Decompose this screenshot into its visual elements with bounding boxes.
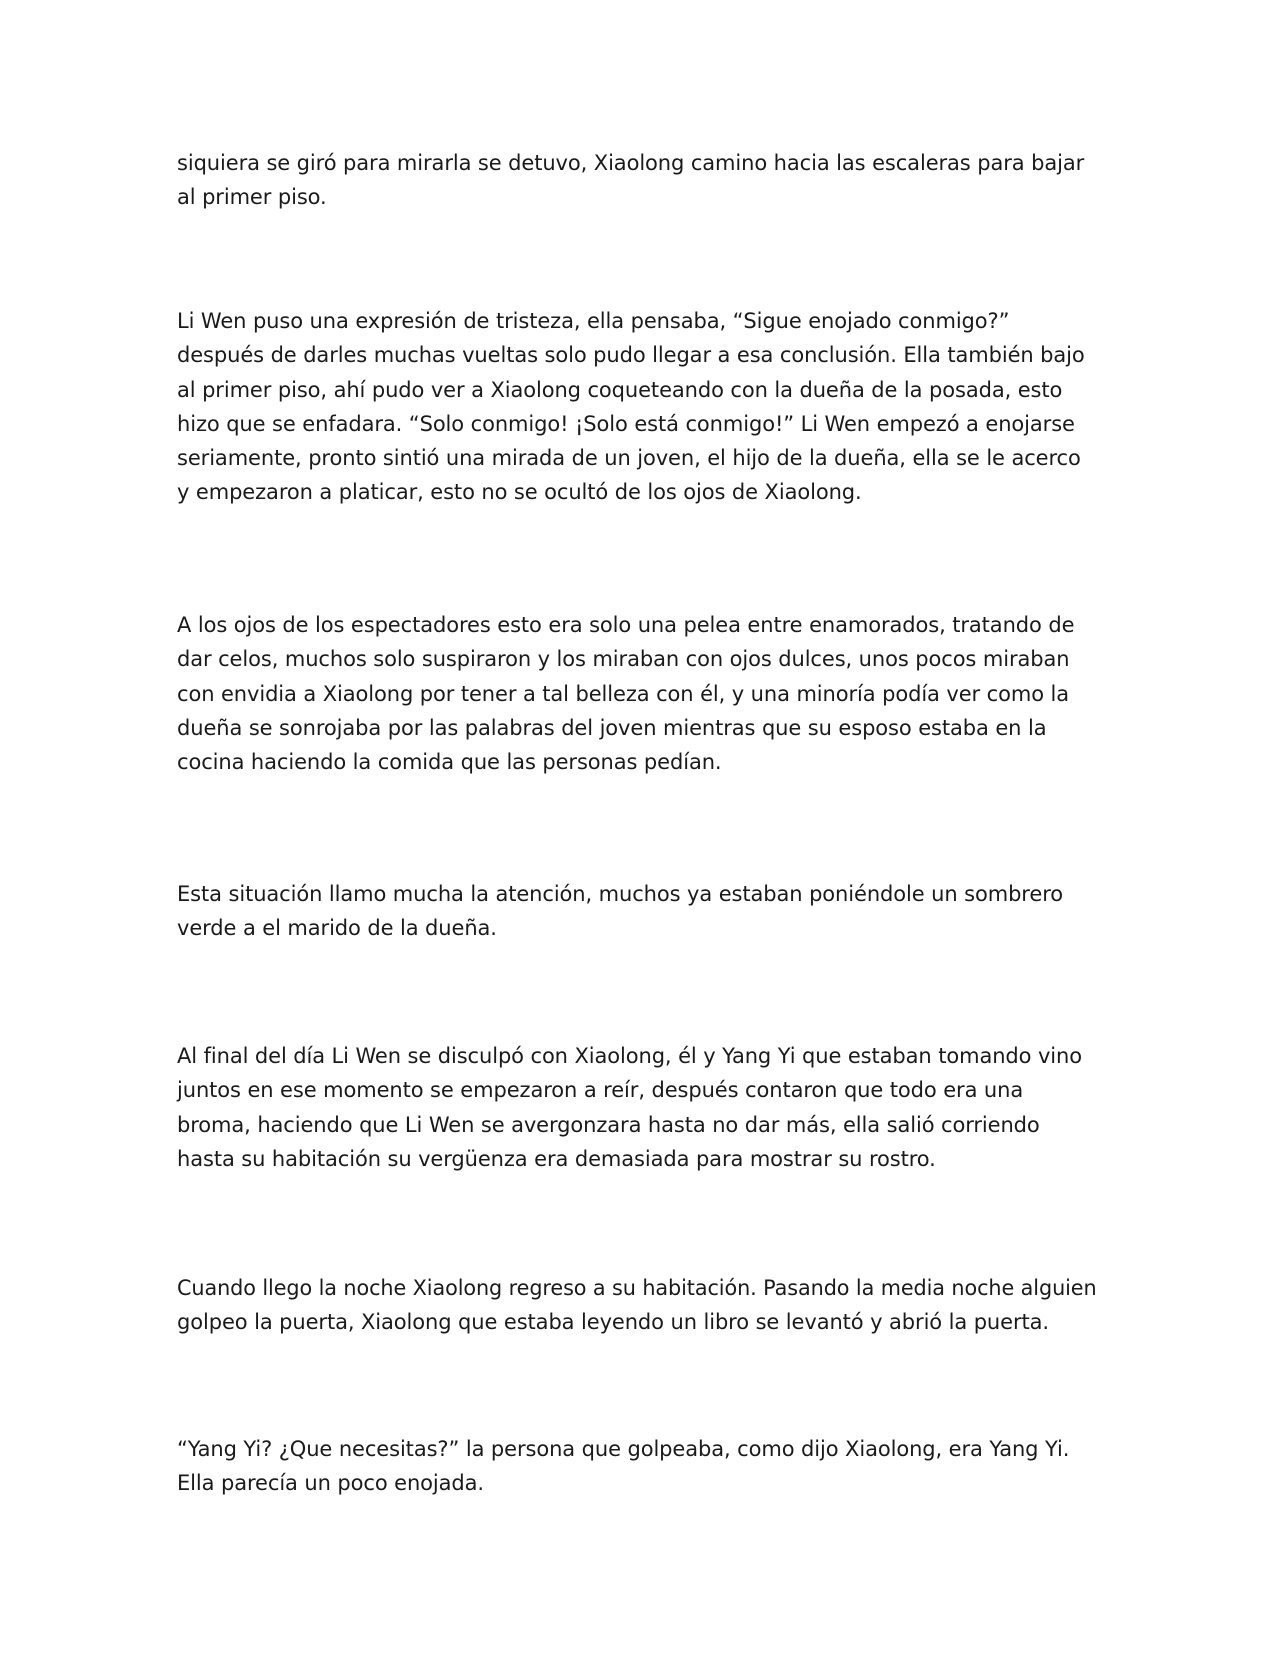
text-line: broma, haciendo que Li Wen se avergonzara hasta no dar más, ella salió corriendo <box>177 1112 1040 1137</box>
paragraph-1 <box>177 146 1097 215</box>
text-line: Cuando llego la noche Xiaolong regreso a su habitación. Pasando la media noche alguien <box>177 1276 1097 1300</box>
text-line: A los ojos de los espectadores esto era solo una pelea entre enamorados, tratando de <box>177 613 1075 637</box>
text-line: hasta su habitación su vergüenza era demasiada para mostrar su rostro. <box>177 1146 936 1171</box>
text-line: Ella parecía un poco enojada. <box>177 1471 484 1496</box>
text-line: Li Wen puso una expresión de tristeza, ella pensaba, “Sigue enojado conmigo?” <box>177 309 1010 333</box>
paragraph-7 <box>177 1432 1097 1501</box>
text-line: y empezaron a platicar, esto no se ocultó de los ojos de Xiaolong. <box>177 480 862 505</box>
text-line: Esta situación llamo mucha la atención, muchos ya estaban poniéndole un sombrero <box>177 882 1064 906</box>
text-line: después de darles muchas vueltas solo pudo llegar a esa conclusión. Ella también bajo <box>177 343 1085 368</box>
text-line: verde a el marido de la dueña. <box>177 916 497 941</box>
paragraph-2 <box>177 304 1097 510</box>
text-line: al primer piso. <box>177 185 327 210</box>
text-line: con envidia a Xiaolong por tener a tal belleza con él, y una minoría podía ver como la <box>177 681 1070 706</box>
text-line: golpeo la puerta, Xiaolong que estaba leyendo un libro se levantó y abrió la puerta. <box>177 1310 1049 1335</box>
text-line: al primer piso, ahí pudo ver a Xiaolong coqueteando con la dueña de la posada, esto <box>177 377 1063 402</box>
text-line: juntos en ese momento se empezaron a reír, después contaron que todo era una <box>177 1078 1024 1103</box>
paragraph-3 <box>177 608 1097 779</box>
text-line: dueña se sonrojaba por las palabras del joven mientras que su esposo estaba en la <box>177 715 1047 740</box>
text-line: dar celos, muchos solo suspiraron y los miraban con ojos dulces, unos pocos miraban <box>177 647 1070 672</box>
text-line: seriamente, pronto sintió una mirada de un joven, el hijo de la dueña, ella se le acerco <box>177 446 1081 471</box>
paragraph-5 <box>177 1039 1097 1176</box>
text-line: cocina haciendo la comida que las personas pedían. <box>177 750 722 775</box>
paragraph-6 <box>177 1271 1097 1340</box>
text-line: hizo que se enfadara. “Solo conmigo! ¡Solo está conmigo!” Li Wen empezó a enojarse <box>177 411 1075 436</box>
text-line: siquiera se giró para mirarla se detuvo, Xiaolong camino hacia las escaleras para bajar <box>177 151 1085 175</box>
text-line: Al final del día Li Wen se disculpó con Xiaolong, él y Yang Yi que estaban tomando vino <box>177 1044 1082 1068</box>
text-line: “Yang Yi? ¿Que necesitas?” la persona que golpeaba, como dijo Xiaolong, era Yang Yi. <box>177 1437 1070 1461</box>
paragraph-4 <box>177 877 1097 946</box>
